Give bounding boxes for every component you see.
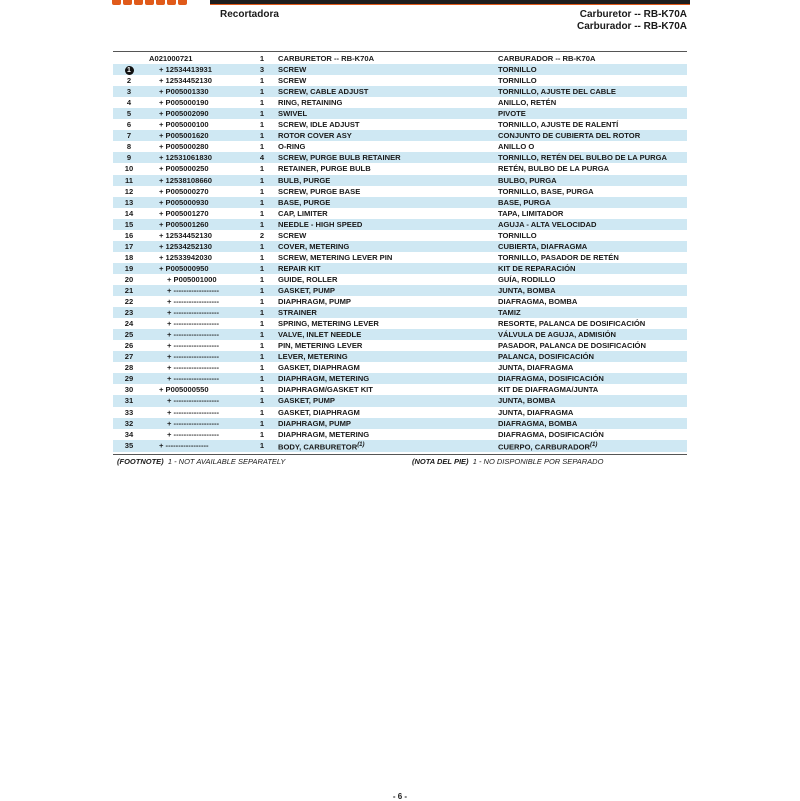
table-row — [113, 418, 687, 429]
description-spanish: CUERPO, CARBURADOR$^{(1)}$ — [494, 440, 687, 453]
description-spanish: JUNTA, DIAFRAGMA — [498, 407, 574, 417]
indent-plus: + — [159, 65, 166, 75]
description-english: SCREW — [278, 76, 307, 86]
description-english: DIAPHRAGM, METERING — [274, 373, 494, 384]
ref-number: 30 — [124, 385, 134, 395]
quantity: 1 — [259, 274, 265, 284]
table-bottom-rule — [113, 454, 687, 455]
description-spanish: BULBO, PURGA — [494, 175, 687, 186]
description-spanish: JUNTA, DIAFRAGMA — [498, 363, 574, 373]
description-spanish: ANILLO O — [498, 142, 535, 152]
quantity: 1 — [259, 429, 265, 439]
description-english: SCREW, METERING LEVER PIN — [278, 252, 393, 262]
quantity: 1 — [250, 418, 274, 429]
indent-plus: + — [167, 286, 174, 295]
table-row — [113, 186, 687, 197]
part-number: + ------------------ — [145, 373, 250, 384]
indent-plus: + — [167, 308, 174, 318]
section-title: Recortadora — [220, 9, 279, 20]
indent-plus: + — [167, 363, 174, 373]
quantity: 1 — [250, 219, 274, 230]
table-row — [113, 230, 687, 241]
description-spanish: TORNILLO — [494, 64, 687, 75]
description-spanish: VÁLVULA DE AGUJA, ADMISIÓN — [494, 329, 687, 340]
quantity: 3 — [250, 64, 274, 75]
quantity: 1 — [250, 307, 274, 318]
indent-plus: + — [167, 407, 174, 417]
ref-number — [113, 64, 145, 75]
indent-plus: + — [159, 441, 166, 451]
indent-plus: + — [159, 263, 166, 273]
description-spanish: TORNILLO, AJUSTE DEL CABLE — [494, 86, 687, 97]
quantity: 1 — [259, 252, 265, 262]
ref-number: 29 — [113, 373, 145, 384]
brand-logo — [112, 0, 187, 6]
quantity: 1 — [250, 440, 274, 453]
ref-number: 31 — [113, 395, 145, 406]
part-number: + ------------------ — [167, 341, 220, 351]
ref-number: 16 — [124, 230, 134, 240]
table-row — [113, 384, 687, 395]
ref-number: 23 — [113, 307, 145, 318]
quantity: 1 — [250, 241, 274, 252]
table-row — [113, 296, 687, 307]
ref-number: 19 — [113, 263, 145, 274]
description-spanish: CONJUNTO DE CUBIERTA DEL ROTOR — [494, 130, 687, 141]
part-number: + 12531061830 — [145, 152, 250, 163]
description-spanish: PALANCA, DOSIFICACIÓN — [494, 351, 687, 362]
footnote-spanish: (NOTA DEL PIE) 1 - NO DISPONIBLE POR SEPARADO — [412, 457, 604, 466]
ref-number: 35 — [113, 440, 145, 453]
description-english: GUIDE, ROLLER — [278, 274, 338, 284]
quantity: 1 — [250, 285, 274, 296]
table-row — [113, 395, 687, 406]
ref-number — [113, 53, 145, 64]
part-number: + P005000250 — [159, 164, 209, 174]
indent-plus: + — [167, 297, 174, 307]
ref-number: 21 — [113, 285, 145, 296]
ref-number: 32 — [113, 418, 145, 429]
part-number: + ------------------ — [145, 395, 250, 406]
parts-table — [113, 53, 687, 452]
ref-number: 7 — [113, 130, 145, 141]
table-row — [113, 108, 687, 119]
part-number: + ------------------ — [167, 407, 220, 417]
quantity: 1 — [259, 142, 265, 152]
description-spanish: TORNILLO, AJUSTE DE RALENTÍ — [498, 120, 619, 130]
ref-number: 3 — [113, 86, 145, 97]
ref-number: 33 — [124, 407, 134, 417]
ref-number: 34 — [124, 429, 134, 439]
quantity: 1 — [250, 351, 274, 362]
ref-number: 17 — [113, 241, 145, 252]
description-spanish: DIAFRAGMA, BOMBA — [498, 297, 578, 307]
ref-number: 14 — [124, 208, 134, 218]
indent-plus: + — [167, 319, 174, 329]
quantity: 1 — [259, 341, 265, 351]
indent-plus: + — [159, 164, 166, 174]
indent-plus: + — [159, 76, 166, 86]
quantity: 1 — [259, 76, 265, 86]
indent-plus: + — [159, 252, 166, 262]
table-row — [113, 175, 687, 186]
quantity: 1 — [250, 130, 274, 141]
description-spanish: TAPA, LIMITADOR — [498, 208, 564, 218]
indent-plus: + — [159, 142, 166, 152]
quantity: 1 — [259, 297, 265, 307]
description-english: GASKET, PUMP — [274, 395, 494, 406]
indent-plus: + — [159, 230, 166, 240]
quantity: 1 — [259, 319, 265, 329]
table-row — [113, 307, 687, 318]
part-number: + 12534452130 — [159, 76, 213, 86]
table-row — [113, 75, 687, 86]
description-english: GASKET, DIAPHRAGM — [278, 363, 360, 373]
table-top-rule — [113, 51, 687, 52]
part-number: + ------------------ — [145, 307, 250, 318]
table-row — [113, 263, 687, 274]
ref-number: 18 — [124, 252, 134, 262]
indent-plus: + — [159, 186, 166, 196]
quantity: 1 — [250, 175, 274, 186]
quantity: 1 — [259, 120, 265, 130]
description-english: DIAPHRAGM, PUMP — [274, 418, 494, 429]
table-row — [113, 429, 687, 440]
ref-number: 11 — [113, 175, 145, 186]
part-number: + 12538108660 — [145, 175, 250, 186]
description-spanish: DIAFRAGMA, DOSIFICACIÓN — [498, 429, 604, 439]
part-number: + ------------------ — [167, 319, 220, 329]
ref-number: 12 — [124, 186, 134, 196]
description-spanish: TORNILLO, RETÉN DEL BULBO DE LA PURGA — [494, 152, 687, 163]
part-number: + ------------------ — [167, 429, 220, 439]
description-english: SPRING, METERING LEVER — [278, 319, 379, 329]
part-number: A021000721 — [149, 54, 193, 64]
part-number: + ------------------ — [167, 297, 220, 307]
footnote-english: (FOOTNOTE) 1 - NOT AVAILABLE SEPARATELY — [117, 457, 286, 466]
part-number: + ----------------- — [145, 440, 250, 453]
part-number: + ------------------ — [167, 363, 220, 373]
description-english: NEEDLE - HIGH SPEED — [274, 219, 494, 230]
title-english: Carburetor -- RB-K70A — [579, 9, 687, 20]
part-number: + P005000100 — [159, 120, 209, 130]
description-english: O-RING — [278, 142, 306, 152]
description-spanish: RESORTE, PALANCA DE DOSIFICACIÓN — [498, 319, 646, 329]
quantity: 1 — [259, 208, 265, 218]
table-row — [113, 97, 687, 108]
table-row — [113, 340, 687, 351]
table-row — [113, 351, 687, 362]
indent-plus: + — [159, 385, 166, 395]
description-english: COVER, METERING — [274, 241, 494, 252]
indent-plus: + — [167, 396, 174, 406]
part-number: + P005001000 — [167, 274, 217, 284]
description-english: REPAIR KIT — [274, 263, 494, 274]
description-spanish: TORNILLO — [498, 230, 537, 240]
quantity: 1 — [250, 263, 274, 274]
ref-number: 24 — [124, 319, 134, 329]
description-english: LEVER, METERING — [274, 351, 494, 362]
indent-plus: + — [167, 274, 174, 284]
indent-plus: + — [159, 131, 166, 141]
quantity: 1 — [250, 86, 274, 97]
header-rule — [210, 0, 690, 5]
ref-number: 25 — [113, 329, 145, 340]
description-english: BASE, PURGE — [274, 197, 494, 208]
part-number: + ------------------ — [145, 351, 250, 362]
part-number: + P005001270 — [159, 208, 209, 218]
quantity: 2 — [259, 230, 265, 240]
description-english: GASKET, PUMP — [274, 285, 494, 296]
description-spanish: TORNILLO, BASE, PURGA — [498, 186, 594, 196]
quantity: 1 — [250, 197, 274, 208]
part-number: + 12534452130 — [159, 230, 213, 240]
description-english: DIAPHRAGM/GASKET KIT — [278, 385, 373, 395]
description-english: SCREW, PURGE BASE — [278, 186, 361, 196]
ref-number: 26 — [124, 341, 134, 351]
description-english: DIAPHRAGM, PUMP — [278, 297, 351, 307]
description-spanish: GUÍA, RODILLO — [498, 274, 556, 284]
part-number: + ------------------ — [145, 418, 250, 429]
ref-marker-circle: 1 — [125, 66, 134, 75]
indent-plus: + — [159, 175, 166, 185]
part-number: + 12533942030 — [159, 252, 213, 262]
description-spanish: CUBIERTA, DIAFRAGMA — [494, 241, 687, 252]
table-row — [113, 241, 687, 252]
indent-plus: + — [159, 98, 166, 108]
description-english: VALVE, INLET NEEDLE — [274, 329, 494, 340]
description-english: SCREW, PURGE BULB RETAINER — [274, 152, 494, 163]
quantity: 1 — [259, 363, 265, 373]
description-english: SCREW, CABLE ADJUST — [274, 86, 494, 97]
table-row — [113, 86, 687, 97]
ref-number: 9 — [113, 152, 145, 163]
indent-plus: + — [167, 374, 174, 384]
description-english: SWIVEL — [274, 108, 494, 119]
quantity: 1 — [250, 395, 274, 406]
part-number: + 12534413931 — [145, 64, 250, 75]
quantity: 1 — [250, 373, 274, 384]
indent-plus: + — [159, 153, 166, 163]
description-english: RING, RETAINING — [278, 98, 343, 108]
indent-plus: + — [159, 197, 166, 207]
table-row — [113, 252, 687, 263]
description-english: CAP, LIMITER — [278, 208, 328, 218]
description-spanish: JUNTA, BOMBA — [494, 285, 687, 296]
description-english: STRAINER — [274, 307, 494, 318]
table-row — [113, 208, 687, 219]
quantity: 1 — [259, 98, 265, 108]
description-english: GASKET, DIAPHRAGM — [278, 407, 360, 417]
page-number: - 6 - — [392, 792, 408, 801]
table-row — [113, 407, 687, 418]
ref-number: 4 — [126, 98, 132, 108]
table-row — [113, 318, 687, 329]
table-row — [113, 440, 687, 453]
ref-number: 2 — [126, 76, 132, 86]
description-spanish: PIVOTE — [494, 108, 687, 119]
description-spanish: BASE, PURGA — [494, 197, 687, 208]
footnote-marker: (1) — [589, 441, 598, 448]
table-row — [113, 119, 687, 130]
indent-plus: + — [159, 87, 166, 97]
table-row — [113, 329, 687, 340]
description-english: SCREW, IDLE ADJUST — [278, 120, 360, 130]
indent-plus: + — [167, 341, 174, 351]
table-row — [113, 362, 687, 373]
part-number: + P005000280 — [159, 142, 209, 152]
quantity: 1 — [259, 186, 265, 196]
table-row — [113, 373, 687, 384]
ref-number: 13 — [113, 197, 145, 208]
indent-plus: + — [159, 208, 166, 218]
description-english: RETAINER, PURGE BULB — [278, 164, 371, 174]
description-spanish: CARBURADOR -- RB-K70A — [498, 54, 596, 64]
table-row — [113, 274, 687, 285]
ref-number: 8 — [126, 142, 132, 152]
description-english: BODY, CARBURETOR$^{(1)}$ — [274, 440, 494, 453]
quantity: 1 — [259, 164, 265, 174]
quantity: 1 — [259, 54, 265, 64]
page-title — [577, 9, 687, 33]
description-spanish: KIT DE REPARACIÓN — [494, 263, 687, 274]
description-spanish: JUNTA, BOMBA — [494, 395, 687, 406]
top-banner — [0, 0, 800, 6]
quantity: 1 — [250, 329, 274, 340]
indent-plus: + — [167, 429, 174, 439]
table-row — [113, 53, 687, 64]
description-spanish: DIAFRAGMA, BOMBA — [494, 418, 687, 429]
title-spanish: Carburador -- RB-K70A — [576, 21, 687, 32]
table-row — [113, 285, 687, 296]
description-english: ROTOR COVER ASY — [274, 130, 494, 141]
table-row — [113, 219, 687, 230]
description-spanish: RETÉN, BULBO DE LA PURGA — [498, 164, 610, 174]
ref-number: 27 — [113, 351, 145, 362]
description-english: CARBURETOR -- RB-K70A — [278, 54, 375, 64]
quantity: 1 — [250, 108, 274, 119]
indent-plus: + — [159, 219, 166, 229]
description-english: DIAPHRAGM, METERING — [278, 429, 370, 439]
description-english: BULB, PURGE — [274, 175, 494, 186]
table-row — [113, 130, 687, 141]
quantity: 4 — [250, 152, 274, 163]
ref-number: 28 — [124, 363, 134, 373]
indent-plus: + — [167, 418, 174, 428]
description-spanish: ANILLO, RETÉN — [498, 98, 557, 108]
part-number: + P005002090 — [145, 108, 250, 119]
part-number: + P005000950 — [145, 263, 250, 274]
indent-plus: + — [159, 109, 166, 119]
ref-number: 6 — [126, 120, 132, 130]
part-number: + P005000190 — [159, 98, 209, 108]
quantity: 1 — [259, 385, 265, 395]
description-english: SCREW — [278, 230, 307, 240]
part-number: + P005000550 — [159, 385, 209, 395]
part-number: + P005001620 — [145, 130, 250, 141]
table-row — [113, 163, 687, 174]
part-number: + ------------------ — [145, 329, 250, 340]
description-english: PIN, METERING LEVER — [278, 341, 363, 351]
description-spanish: KIT DE DIAFRAGMA/JUNTA — [498, 385, 599, 395]
quantity: 1 — [259, 407, 265, 417]
description-spanish: PASADOR, PALANCA DE DOSIFICACIÓN — [498, 341, 646, 351]
description-spanish: TORNILLO — [498, 76, 537, 86]
ref-number: 15 — [113, 219, 145, 230]
indent-plus: + — [167, 330, 174, 340]
part-number: + P005000930 — [145, 197, 250, 208]
table-row — [113, 64, 687, 75]
description-spanish: TAMIZ — [494, 307, 687, 318]
indent-plus: + — [159, 120, 166, 130]
ref-number: 22 — [124, 297, 134, 307]
indent-plus: + — [159, 241, 166, 251]
table-row — [113, 152, 687, 163]
description-spanish: DIAFRAGMA, DOSIFICACIÓN — [494, 373, 687, 384]
part-number: + ------------------ — [145, 285, 250, 296]
description-spanish: AGUJA - ALTA VELOCIDAD — [494, 219, 687, 230]
table-row — [113, 141, 687, 152]
description-spanish: TORNILLO, PASADOR DE RETÉN — [498, 252, 619, 262]
part-number: + P005001260 — [145, 219, 250, 230]
footnote-marker: (1) — [357, 441, 365, 448]
description-english: SCREW — [274, 64, 494, 75]
part-number: + P005001330 — [145, 86, 250, 97]
indent-plus: + — [167, 352, 174, 362]
part-number: + P005000270 — [159, 186, 209, 196]
table-row — [113, 197, 687, 208]
ref-number: 10 — [124, 164, 134, 174]
ref-number: 20 — [124, 274, 134, 284]
part-number: + 12534252130 — [145, 241, 250, 252]
ref-number: 5 — [113, 108, 145, 119]
